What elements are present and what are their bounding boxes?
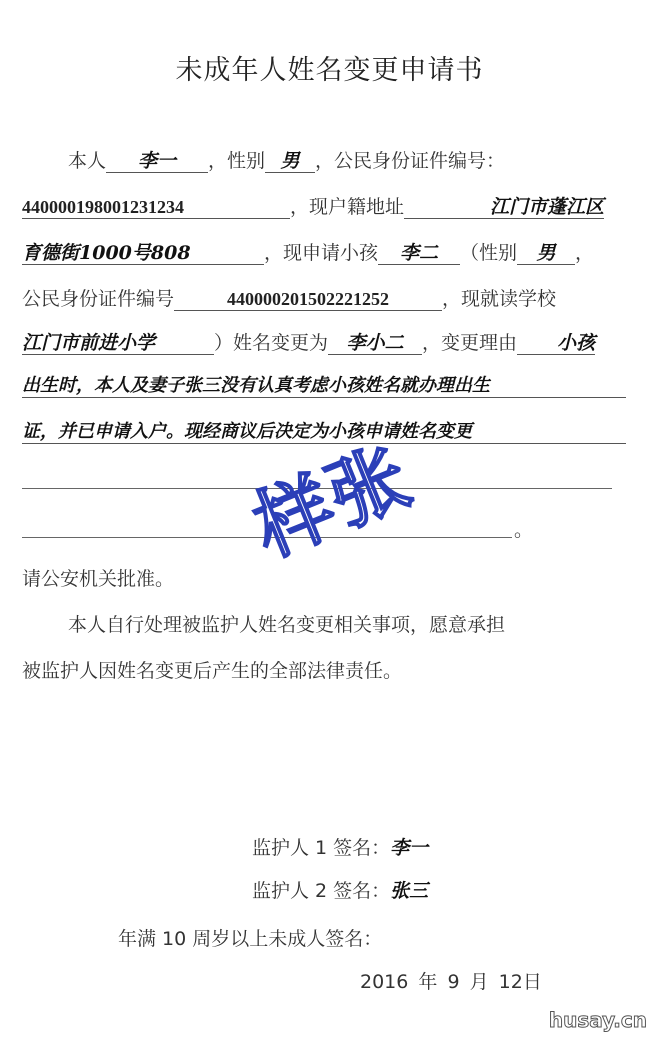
label-applicant: 本人	[68, 150, 107, 172]
applicant-name: 李一	[106, 150, 208, 173]
applicant-line	[68, 146, 505, 173]
school-name: 江门市前进小学	[22, 332, 214, 355]
child-id: 440000201502221252	[174, 288, 442, 311]
child-gender: 男	[517, 242, 575, 265]
date-month: 9	[447, 971, 460, 993]
guardian1-name: 李一	[390, 837, 429, 859]
document-title: 未成年人姓名变更申请书	[175, 55, 484, 86]
punct: ，	[575, 242, 595, 264]
guardian2-name: 张三	[390, 880, 429, 902]
date	[360, 967, 542, 994]
closing-request: 请公安机关批准。	[22, 568, 175, 590]
date-year: 2016	[360, 971, 409, 993]
label-school: ，现就读学校	[442, 288, 557, 310]
sample-stamp: 样张	[241, 430, 424, 575]
reason-part1: 小孩	[517, 332, 595, 355]
date-day: 12	[498, 971, 523, 993]
date-year-unit: 年	[418, 971, 438, 993]
address-part2: 育德街1000号808	[22, 242, 264, 265]
label-minor: 年满 10 周岁以上未成人签名：	[118, 928, 383, 950]
label-guardian1: 监护人 1 签名：	[252, 837, 391, 859]
label-guardian2: 监护人 2 签名：	[252, 880, 391, 902]
id-address-line	[22, 192, 604, 219]
applicant-gender: 男	[265, 150, 315, 173]
label-address: ，现户籍地址	[290, 196, 405, 218]
child-name: 李二	[378, 242, 460, 265]
minor-signature	[118, 924, 382, 951]
date-month-unit: 月	[469, 971, 489, 993]
guardian2-signature	[252, 876, 428, 903]
label-gender: ，性别	[208, 150, 266, 172]
responsibility-line-2: 被监护人因姓名变更后产生的全部法律责任。	[22, 660, 403, 682]
label-child-id: 公民身份证件编号	[22, 288, 175, 310]
label-reason: ，变更理由	[422, 332, 518, 354]
responsibility-line-1: 本人自行处理被监护人姓名变更相关事项，愿意承担	[68, 614, 506, 636]
period: 。	[514, 519, 534, 541]
child-id-line	[22, 284, 556, 311]
guardian1-signature	[252, 833, 428, 860]
date-day-unit: 日	[522, 971, 542, 993]
label-new-name: ）姓名变更为	[214, 332, 329, 354]
child-line	[22, 238, 594, 265]
address-part1: 江门市蓬江区	[404, 196, 604, 219]
applicant-id: 440000198001231234	[22, 196, 290, 219]
label-child-gender: （性别	[460, 242, 518, 264]
school-newname-line	[22, 328, 595, 355]
site-watermark: husay.cn	[548, 1008, 647, 1032]
new-name: 李小二	[328, 332, 422, 355]
reason-part3: 证，并已申请入户。现经商议后决定为小孩申请姓名变更	[22, 421, 626, 444]
label-id: ，公民身份证件编号：	[315, 150, 506, 172]
label-child: ，现申请小孩	[264, 242, 379, 264]
reason-line-2	[22, 374, 626, 398]
reason-part2: 出生时，本人及妻子张三没有认真考虑小孩姓名就办理出生	[22, 375, 626, 398]
